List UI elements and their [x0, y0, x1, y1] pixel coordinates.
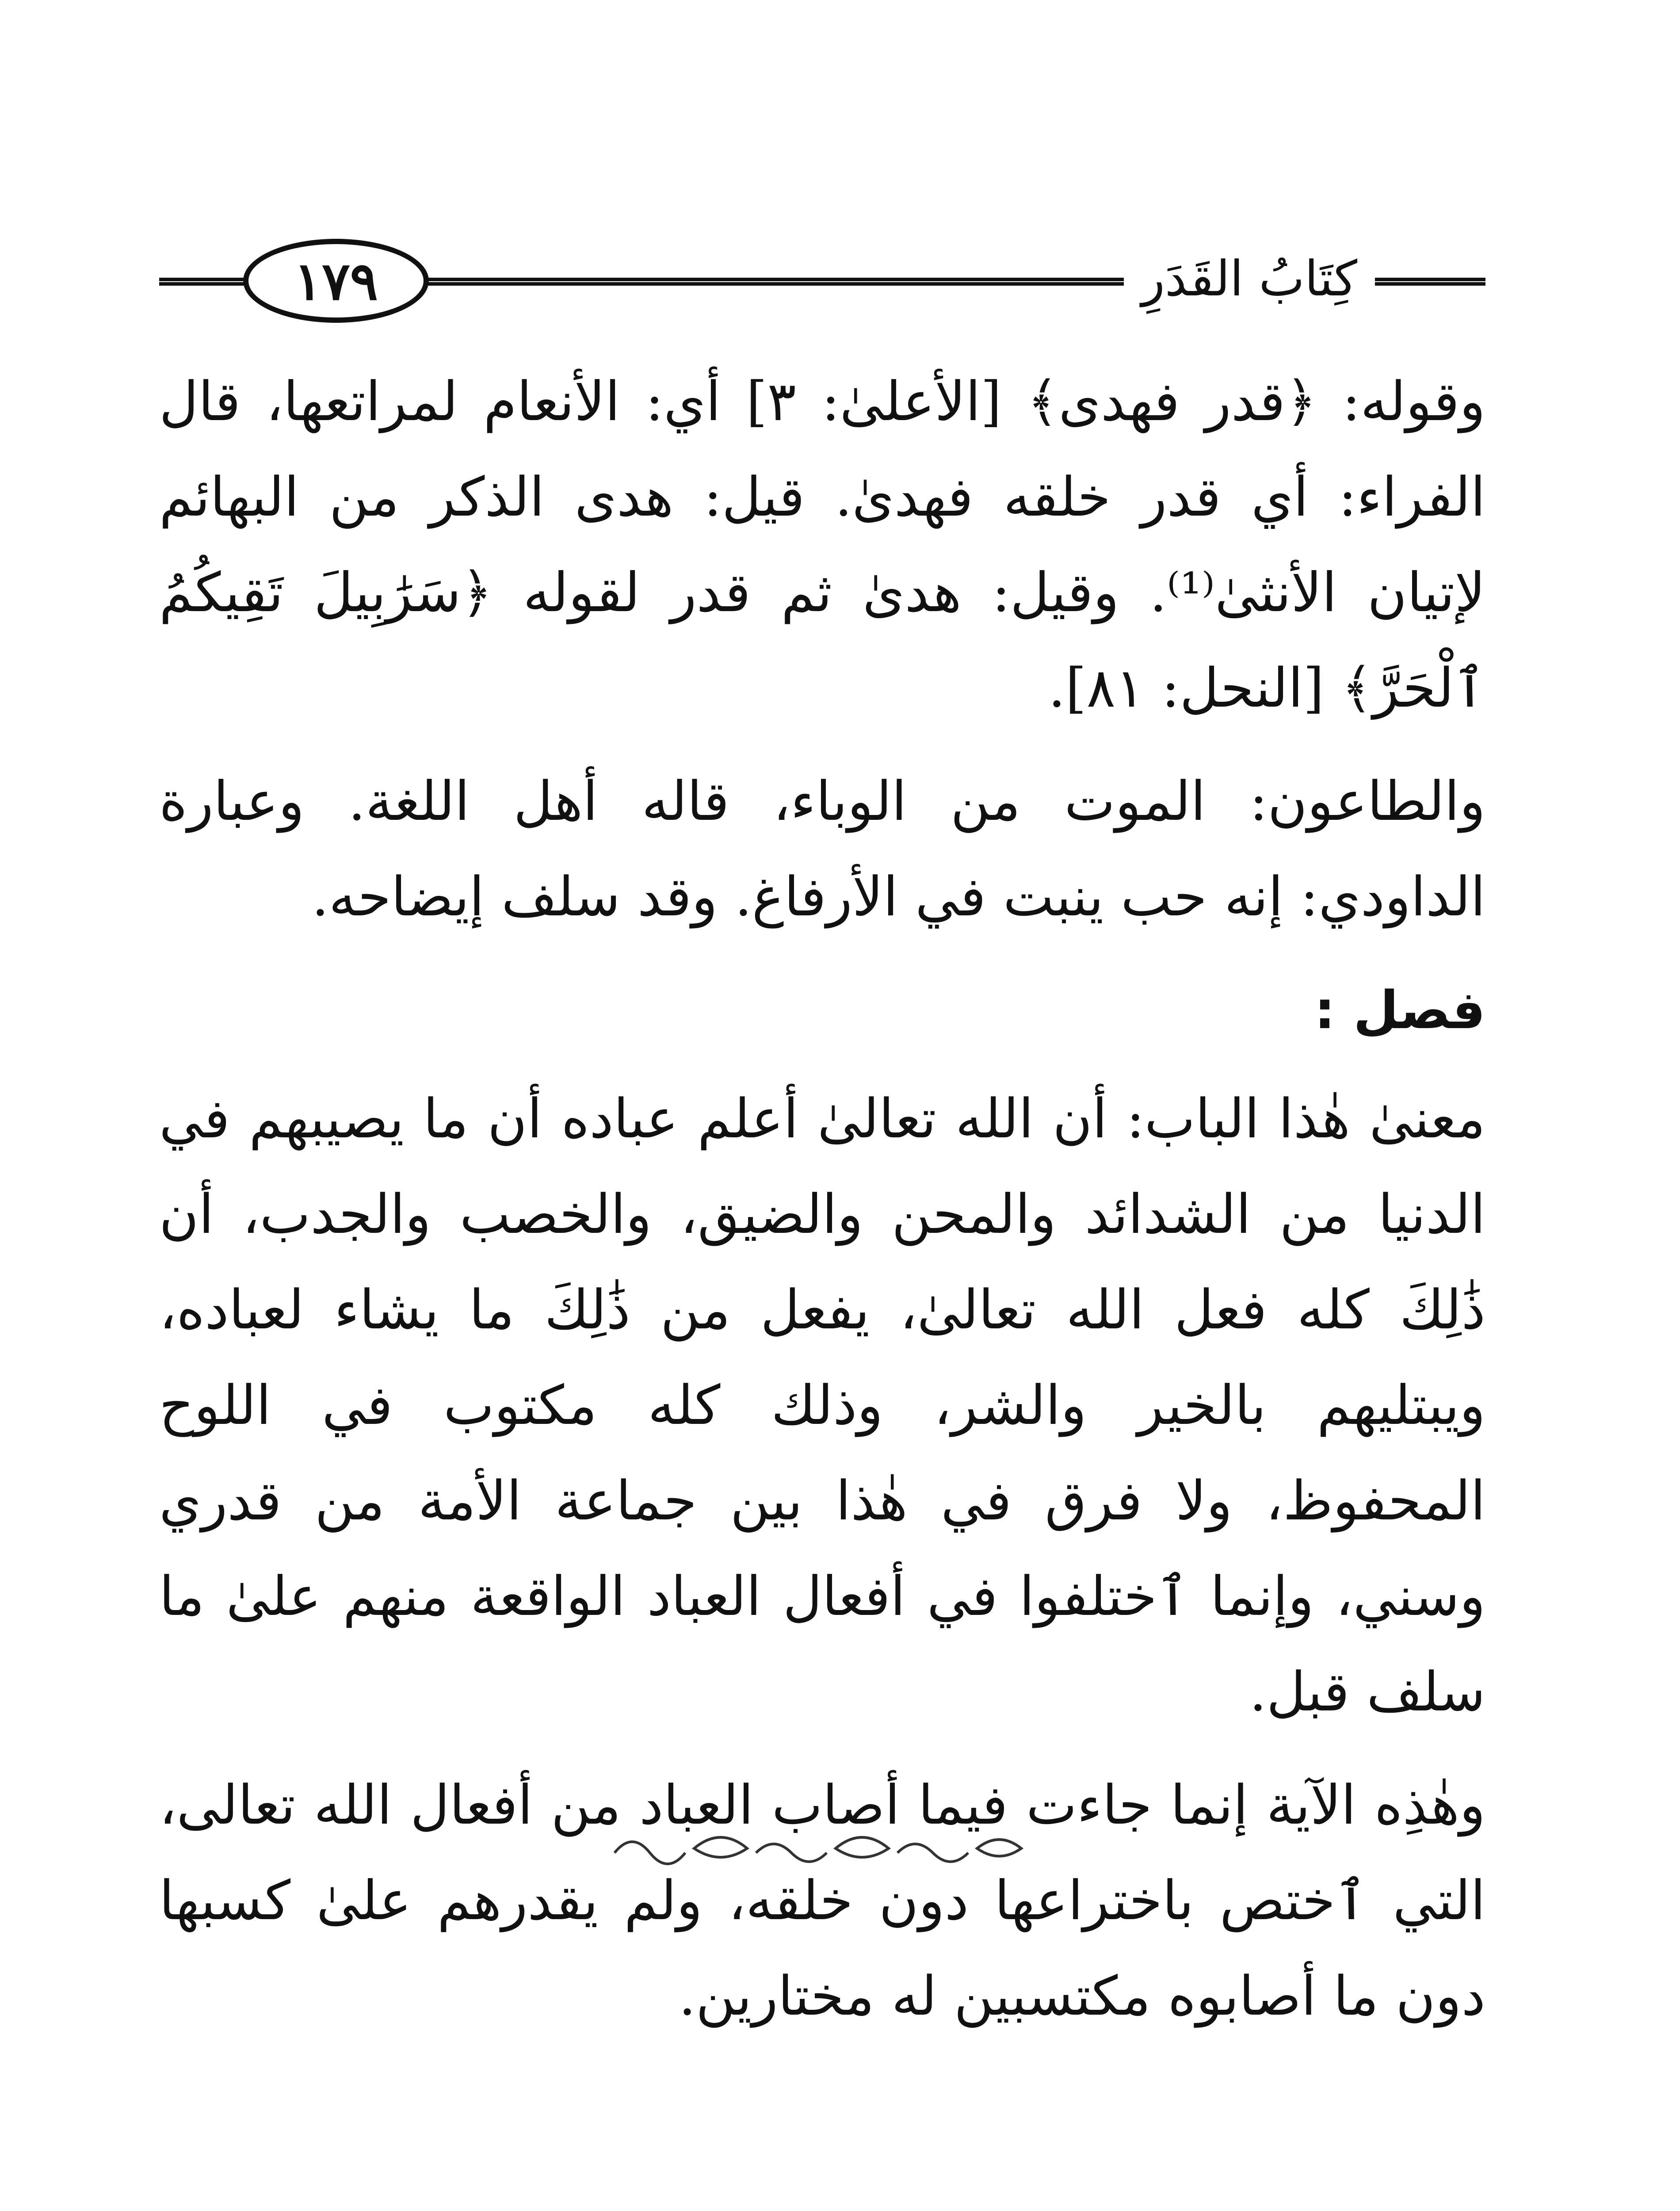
- page-header: [159, 230, 1485, 336]
- page-number: ١٧٩: [243, 239, 429, 323]
- ornament-icon: [606, 1822, 1030, 1875]
- header-end-rule: [1397, 278, 1485, 286]
- paragraph: معنىٰ هٰذا الباب: أن الله تعالىٰ أعلم عباده أن ما يصيبهم في الدنيا من الشدائد والمحن والضيق، والخصب والجدب، أن ذَٰلِكَ كله فعل الله تعالىٰ، يفعل من ذَٰلِكَ ما يشاء لعباده، ويبتليهم بالخير والشر، وذلك كله مكتوب في اللوح المحفوظ، ولا فرق في هٰذا بين جماعة الأمة من قدري وسني، وإنما ٱختلفوا في أفعال العباد الواقعة منهم علىٰ ما سلف قبل.: [159, 1087, 1485, 1723]
- ornament-divider: [606, 1822, 1030, 1875]
- section-heading: فصل :: [1314, 979, 1485, 1040]
- paragraph: وهٰذِه الآية إنما جاءت فيما أصاب العباد من أفعال الله تعالى، التي ٱختص باختراعها دون خلقه، ولم يقدرهم علىٰ كسبها دون ما أصابوه مكتسبين له مختارين.: [159, 1774, 1485, 2027]
- chapter-title: كِتَابُ القَدَرِ: [1124, 243, 1375, 314]
- paragraph: وقوله: ﴿قدر فهدى﴾ [الأعلىٰ: ٣] أي: الأنعام لمراتعها، قال الفراء: أي قدر خلقه فهدىٰ. قيل: هدى الذكر من البهائم لإتيان الأنثىٰ⁽¹⁾. وقيل: هدىٰ ثم قدر لقوله ﴿سَرَٰبِيلَ تَقِيكُمُ ٱلْحَرَّ﴾ [النحل: ٨١].: [159, 370, 1485, 719]
- paragraph: والطاعون: الموت من الوباء، قاله أهل اللغة. وعبارة الداودي: إنه حب ينبت في الأرفاغ. وقد سلف إيضاحه.: [159, 770, 1485, 928]
- page-body: [159, 354, 1485, 2062]
